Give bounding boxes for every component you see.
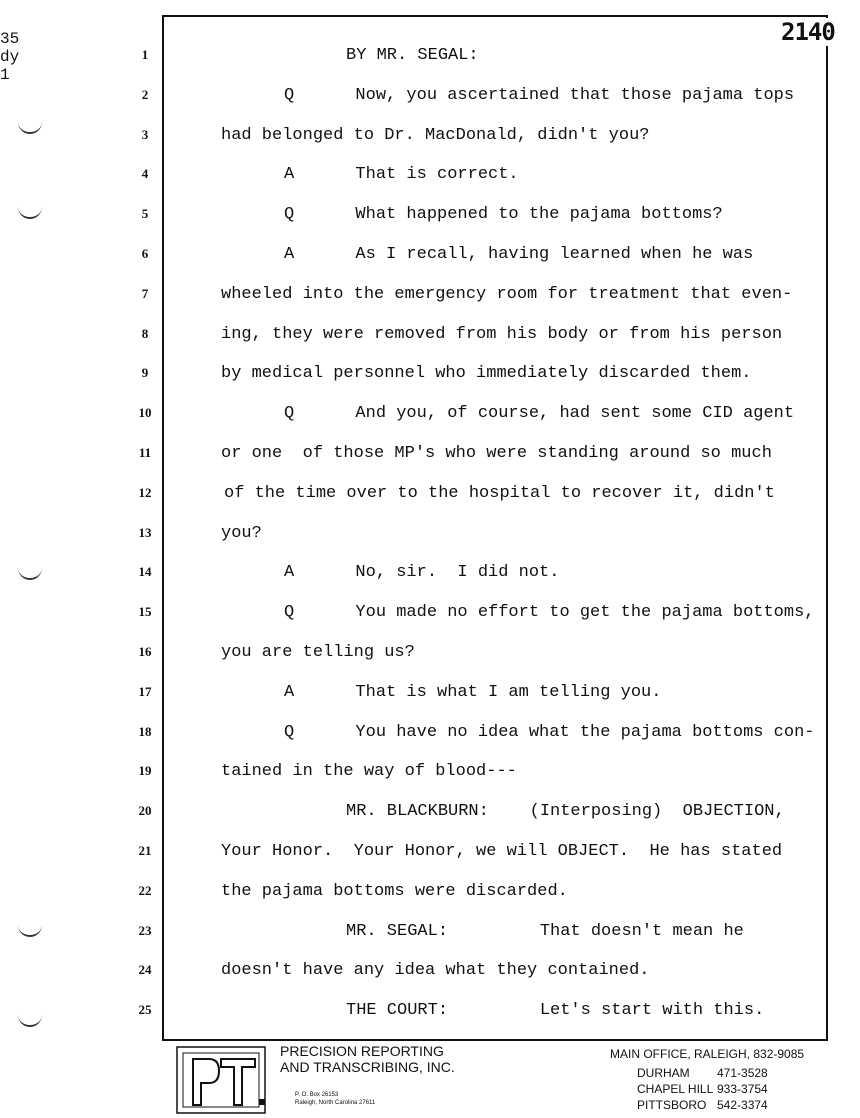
transcript-line: Q You made no effort to get the pajama bottoms,	[284, 603, 815, 622]
transcript-line: doesn't have any idea what they contained.	[221, 961, 650, 980]
binder-hole-mark	[18, 925, 42, 937]
transcript-line: THE COURT: Let's start with this.	[346, 1001, 765, 1020]
transcript-line: A No, sir. I did not.	[284, 563, 560, 582]
line-number: 6	[141, 246, 149, 261]
transcript-line: MR. BLACKBURN: (Interposing) OBJECTION,	[346, 802, 785, 821]
office-row	[637, 1065, 768, 1081]
binder-hole-mark	[18, 1015, 42, 1027]
transcript-line: you?	[221, 524, 262, 543]
line-number: 10	[138, 405, 152, 420]
transcript-line: A As I recall, having learned when he was	[284, 245, 754, 264]
binder-hole-mark	[18, 122, 42, 134]
margin-note-line: 1	[0, 66, 10, 84]
line-number: 21	[138, 843, 152, 858]
line-number: 1	[141, 47, 149, 62]
line-number: 17	[138, 684, 152, 699]
transcript-line: BY MR. SEGAL:	[346, 46, 479, 65]
transcript-line: tained in the way of blood---	[221, 762, 517, 781]
office-phone: 933-3754	[717, 1082, 768, 1096]
office-phone: 471-3528	[717, 1066, 768, 1080]
margin-note-line: 35	[0, 30, 20, 48]
line-number: 2	[141, 87, 149, 102]
address-line2: Raleigh, North Carolina 27611	[295, 1100, 376, 1106]
transcript-line: or one of those MP's who were standing around so much	[221, 444, 772, 463]
firm-name-line2: AND TRANSCRIBING, INC.	[280, 1059, 455, 1075]
firm-name-line1: PRECISION REPORTING	[280, 1043, 444, 1059]
transcript-line: A That is correct.	[284, 165, 519, 184]
line-number: 25	[138, 1002, 152, 1017]
transcript-line: A That is what I am telling you.	[284, 683, 662, 702]
line-number: 9	[141, 365, 149, 380]
line-number: 16	[138, 644, 152, 659]
margin-note	[0, 30, 30, 84]
margin-note-line: dy	[0, 48, 20, 66]
office-city: DURHAM	[637, 1066, 690, 1080]
office-city: CHAPEL HILL	[637, 1082, 714, 1096]
transcript-line: Q Now, you ascertained that those pajama tops	[284, 86, 795, 105]
line-number: 4	[141, 166, 149, 181]
binder-hole-mark	[18, 568, 42, 580]
transcript-line: ing, they were removed from his body or from his person	[221, 325, 783, 344]
binder-hole-mark	[18, 207, 42, 219]
transcript-line: MR. SEGAL: That doesn't mean he	[346, 922, 744, 941]
line-number: 12	[138, 485, 152, 500]
transcript-line: Q What happened to the pajama bottoms?	[284, 205, 723, 224]
line-number: 8	[141, 326, 149, 341]
line-number: 13	[138, 525, 152, 540]
line-number: 22	[138, 883, 152, 898]
reporter-logo	[175, 1045, 267, 1115]
address-line1: P. O. Box 26153	[295, 1092, 339, 1098]
transcript-line: the pajama bottoms were discarded.	[221, 882, 568, 901]
main-office: MAIN OFFICE, RALEIGH, 832-9085	[610, 1047, 805, 1061]
transcript-line: Q And you, of course, had sent some CID agent	[284, 404, 795, 423]
line-number: 15	[138, 604, 152, 619]
transcript-line: Q You have no idea what the pajama bottoms con-	[284, 723, 815, 742]
line-number: 11	[138, 445, 152, 460]
office-list	[637, 1065, 768, 1113]
office-row	[637, 1097, 768, 1113]
transcript-line: Your Honor. Your Honor, we will OBJECT. He has stated	[221, 842, 783, 861]
firm-address	[295, 1091, 375, 1107]
firm-name	[280, 1043, 455, 1075]
office-row	[637, 1081, 768, 1097]
line-number: 20	[138, 803, 152, 818]
line-number: 5	[141, 206, 149, 221]
transcript-line: had belonged to Dr. MacDonald, didn't you?	[221, 126, 650, 145]
transcript-line: wheeled into the emergency room for treatment that even-	[221, 285, 793, 304]
line-number: 23	[138, 923, 152, 938]
transcript-line: of the time over to the hospital to recover it, didn't	[224, 484, 775, 503]
line-number: 24	[138, 962, 152, 977]
office-city: PITTSBORO	[637, 1098, 707, 1112]
line-number: 3	[141, 127, 149, 142]
line-number: 18	[138, 724, 152, 739]
line-number: 19	[138, 763, 152, 778]
footer	[0, 1043, 860, 1118]
transcript-line: by medical personnel who immediately discarded them.	[221, 364, 752, 383]
office-phone: 542-3374	[717, 1098, 768, 1112]
line-number: 7	[141, 286, 149, 301]
page-number: 2140	[778, 18, 838, 46]
transcript-line: you are telling us?	[221, 643, 415, 662]
line-number: 14	[138, 564, 152, 579]
